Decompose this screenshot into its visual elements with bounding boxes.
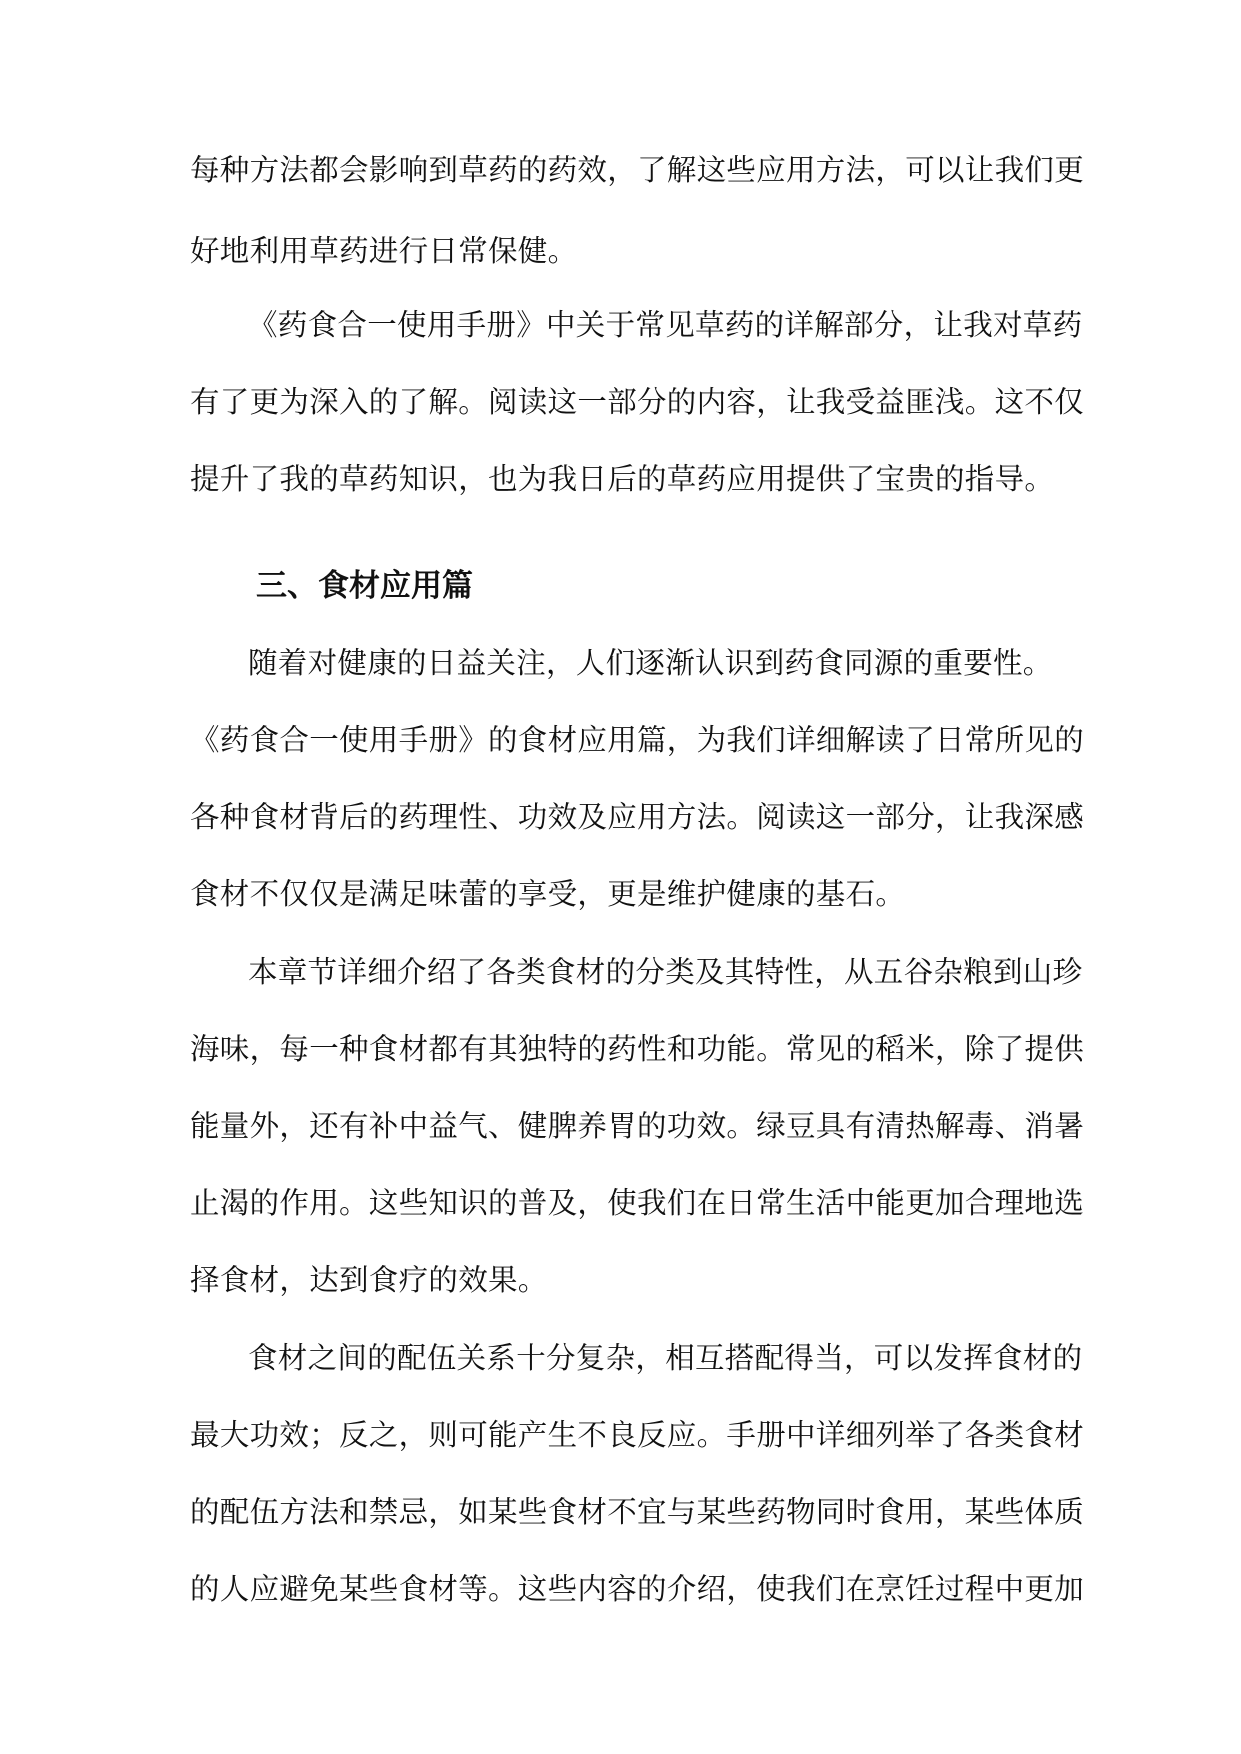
text-line: 最大功效；反之，则可能产生不良反应。手册中详细列举了各类食材	[190, 1418, 1085, 1452]
text-line: 有了更为深入的了解。阅读这一部分的内容，让我受益匪浅。这不仅	[190, 385, 1085, 419]
text-line: 每种方法都会影响到草药的药效，了解这些应用方法，可以让我们更	[190, 153, 1085, 187]
text-line: 本章节详细介绍了各类食材的分类及其特性，从五谷杂粮到山珍	[248, 955, 1083, 989]
text-line: 食材不仅仅是满足味蕾的享受，更是维护健康的基石。	[190, 877, 906, 911]
text-line: 的人应避免某些食材等。这些内容的介绍，使我们在烹饪过程中更加	[190, 1572, 1085, 1606]
section-heading: 三、食材应用篇	[256, 568, 473, 604]
text-line: 海味，每一种食材都有其独特的药性和功能。常见的稻米，除了提供	[190, 1032, 1085, 1066]
text-line: 《药食合一使用手册》的食材应用篇，为我们详细解读了日常所见的	[190, 723, 1085, 757]
text-line: 好地利用草药进行日常保健。	[190, 234, 578, 268]
text-line: 的配伍方法和禁忌，如某些食材不宜与某些药物同时食用，某些体质	[190, 1495, 1085, 1529]
text-line: 止渴的作用。这些知识的普及，使我们在日常生活中能更加合理地选	[190, 1186, 1085, 1220]
text-line: 择食材，达到食疗的效果。	[190, 1263, 548, 1297]
text-line: 各种食材背后的药理性、功效及应用方法。阅读这一部分，让我深感	[190, 800, 1085, 834]
text-line: 《药食合一使用手册》中关于常见草药的详解部分，让我对草药	[248, 308, 1083, 342]
text-line: 能量外，还有补中益气、健脾养胃的功效。绿豆具有清热解毒、消暑	[190, 1109, 1085, 1143]
text-line: 随着对健康的日益关注，人们逐渐认识到药食同源的重要性。	[248, 646, 1053, 680]
text-line: 提升了我的草药知识，也为我日后的草药应用提供了宝贵的指导。	[190, 462, 1055, 496]
text-line: 食材之间的配伍关系十分复杂，相互搭配得当，可以发挥食材的	[248, 1341, 1083, 1375]
